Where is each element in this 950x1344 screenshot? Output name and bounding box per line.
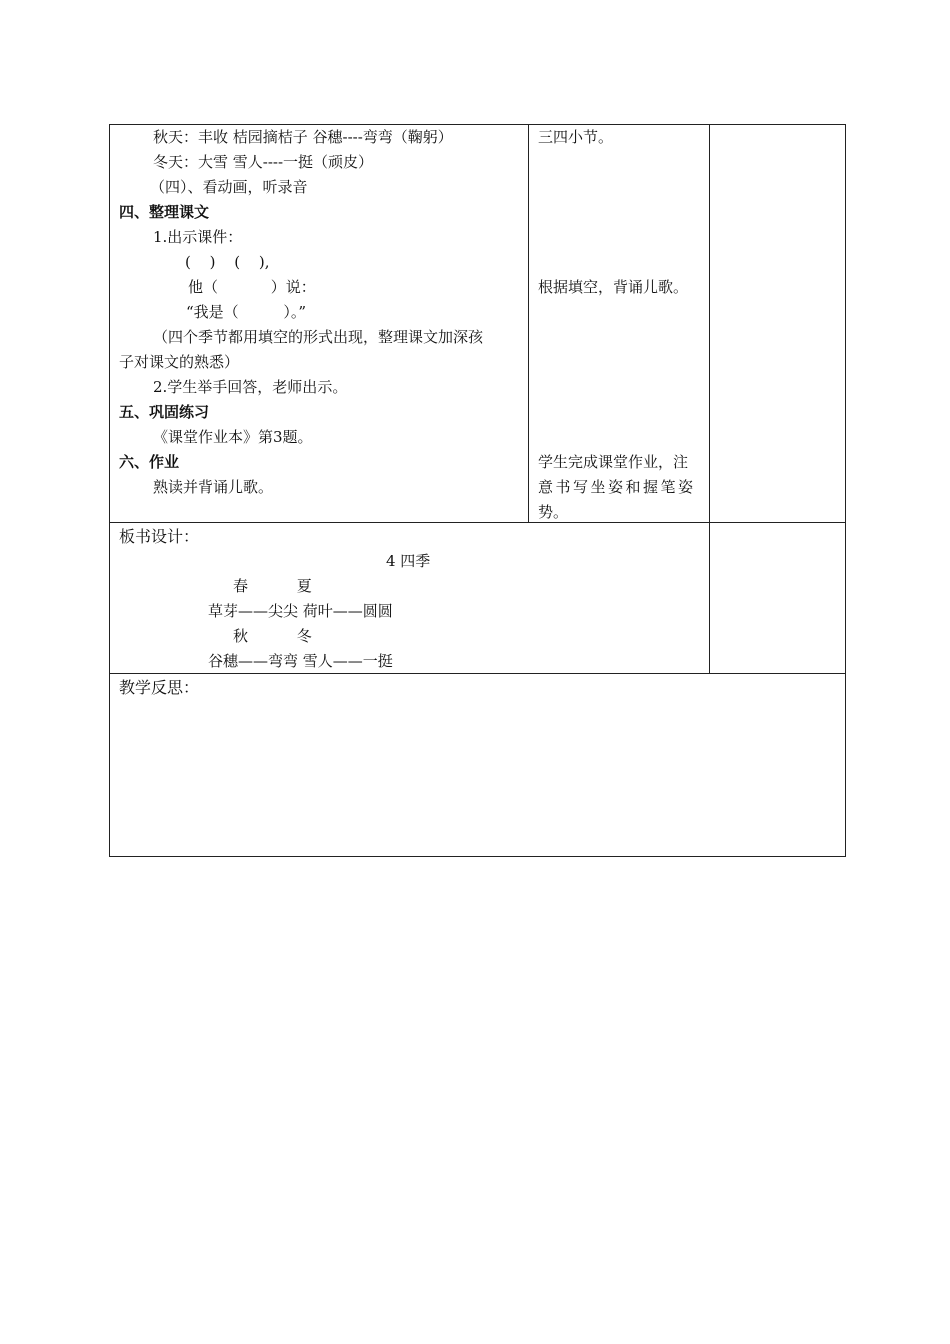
row-divider-reflection (109, 673, 846, 674)
section-heading-organize: 四、整理课文 (119, 203, 210, 221)
autumn-line: 秋天：丰收 桔园摘桔子 谷穗----弯弯（鞠躬） (153, 128, 453, 146)
student-note-4: 意书写坐姿和握笔姿 (538, 478, 696, 496)
table-border-right (845, 124, 846, 857)
blank-parens-line: ( ) ( ), (185, 253, 270, 271)
winter-line: 冬天：大雪 雪人----一挺（顽皮） (153, 153, 374, 171)
column-divider-2 (709, 124, 710, 674)
table-border-top (109, 124, 846, 125)
student-answer-line: 2.学生举手回答，老师出示。 (153, 378, 348, 396)
student-note-3: 学生完成课堂作业，注 (538, 453, 689, 471)
watch-animation-line: （四）、看动画，听录音 (150, 178, 308, 196)
board-row-spring-summer: 春 夏 (233, 577, 312, 595)
board-row-autumn-winter: 秋 冬 (233, 627, 312, 645)
board-row-grass-lotus: 草芽——尖尖 荷叶——圆圆 (208, 602, 393, 620)
he-says-line: 他（ ）说： (188, 278, 316, 296)
fill-blank-note-cont: 子对课文的熟悉） (119, 353, 240, 371)
row-divider-board (109, 522, 846, 523)
workbook-line: 《课堂作业本》第3题。 (153, 428, 313, 446)
table-border-bottom (109, 856, 846, 857)
fill-blank-note-line: （四个季节都用填空的形式出现，整理课文加深孩 (153, 328, 484, 346)
student-note-5: 势。 (538, 503, 569, 521)
section-heading-homework: 六、作业 (119, 453, 180, 471)
board-title: 4 四季 (386, 552, 431, 570)
section-heading-practice: 五、巩固练习 (119, 403, 210, 421)
board-design-label: 板书设计： (119, 527, 200, 546)
student-note-2: 根据填空，背诵儿歌。 (538, 278, 689, 296)
board-row-rice-snowman: 谷穗——弯弯 雪人——一挺 (208, 652, 393, 670)
homework-line: 熟读并背诵儿歌。 (153, 478, 274, 496)
show-slides-line: 1.出示课件： (153, 228, 243, 246)
reflection-label: 教学反思： (119, 678, 200, 697)
table-border-left (109, 124, 110, 857)
student-note-1: 三四小节。 (538, 128, 614, 146)
i-am-line: “我是（ ）。” (186, 303, 307, 321)
column-divider-1 (528, 124, 529, 523)
